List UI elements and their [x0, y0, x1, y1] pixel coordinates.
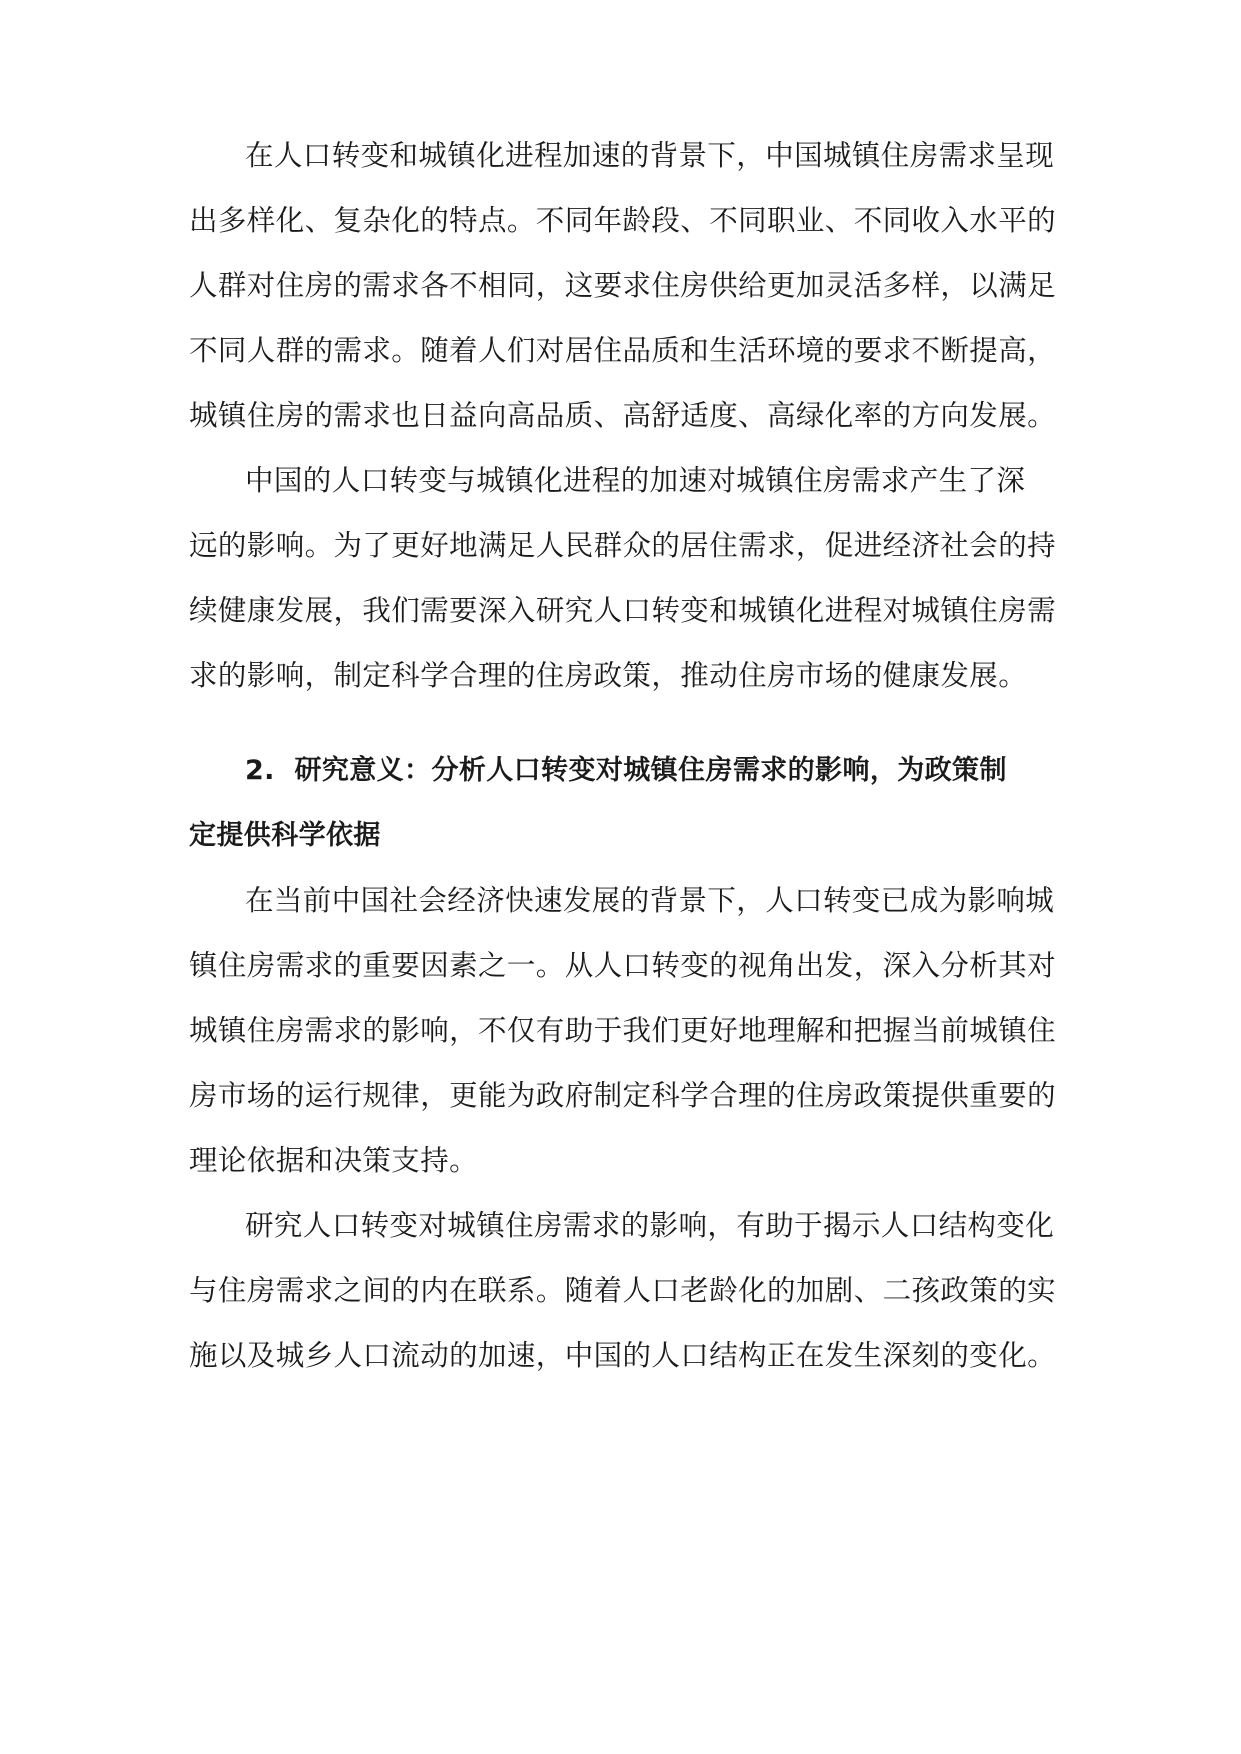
section-heading-line-1	[245, 751, 1060, 791]
section-number: 2.	[245, 755, 275, 786]
paragraph-line: 研究人口转变对城镇住房需求的影响，有助于揭示人口结构变化	[245, 1209, 1055, 1242]
paragraph-line: 不同人群的需求。随着人们对居住品质和生活环境的要求不断提高，	[189, 334, 1057, 367]
paragraph-line: 城镇住房的需求也日益向高品质、高舒适度、高绿化率的方向发展。	[189, 399, 1057, 432]
section-heading-line-2: 定提供科学依据	[189, 820, 381, 851]
section-title-part-1: 研究意义：分析人口转变对城镇住房需求的影响，为政策制	[294, 755, 1007, 786]
paragraph-line: 房市场的运行规律，更能为政府制定科学合理的住房政策提供重要的	[189, 1079, 1057, 1112]
paragraph-line: 在人口转变和城镇化进程加速的背景下，中国城镇住房需求呈现	[245, 139, 1055, 172]
paragraph-line: 城镇住房需求的影响，不仅有助于我们更好地理解和把握当前城镇住	[189, 1014, 1057, 1047]
paragraph-line: 续健康发展，我们需要深入研究人口转变和城镇化进程对城镇住房需	[189, 594, 1057, 627]
paragraph-line: 镇住房需求的重要因素之一。从人口转变的视角出发，深入分析其对	[189, 949, 1057, 982]
paragraph-line: 出多样化、复杂化的特点。不同年龄段、不同职业、不同收入水平的	[189, 204, 1057, 237]
paragraph-line: 理论依据和决策支持。	[189, 1144, 479, 1177]
paragraph-line: 求的影响，制定科学合理的住房政策，推动住房市场的健康发展。	[189, 659, 1028, 692]
paragraph-line: 人群对住房的需求各不相同，这要求住房供给更加灵活多样，以满足	[189, 269, 1057, 302]
paragraph-line: 与住房需求之间的内在联系。随着人口老龄化的加剧、二孩政策的实	[189, 1274, 1057, 1307]
paragraph-line: 远的影响。为了更好地满足人民群众的居住需求，促进经济社会的持	[189, 529, 1057, 562]
paragraph-line: 施以及城乡人口流动的加速，中国的人口结构正在发生深刻的变化。	[189, 1339, 1057, 1372]
paragraph-line: 在当前中国社会经济快速发展的背景下，人口转变已成为影响城	[245, 884, 1055, 917]
paragraph-line: 中国的人口转变与城镇化进程的加速对城镇住房需求产生了深	[245, 464, 1026, 497]
